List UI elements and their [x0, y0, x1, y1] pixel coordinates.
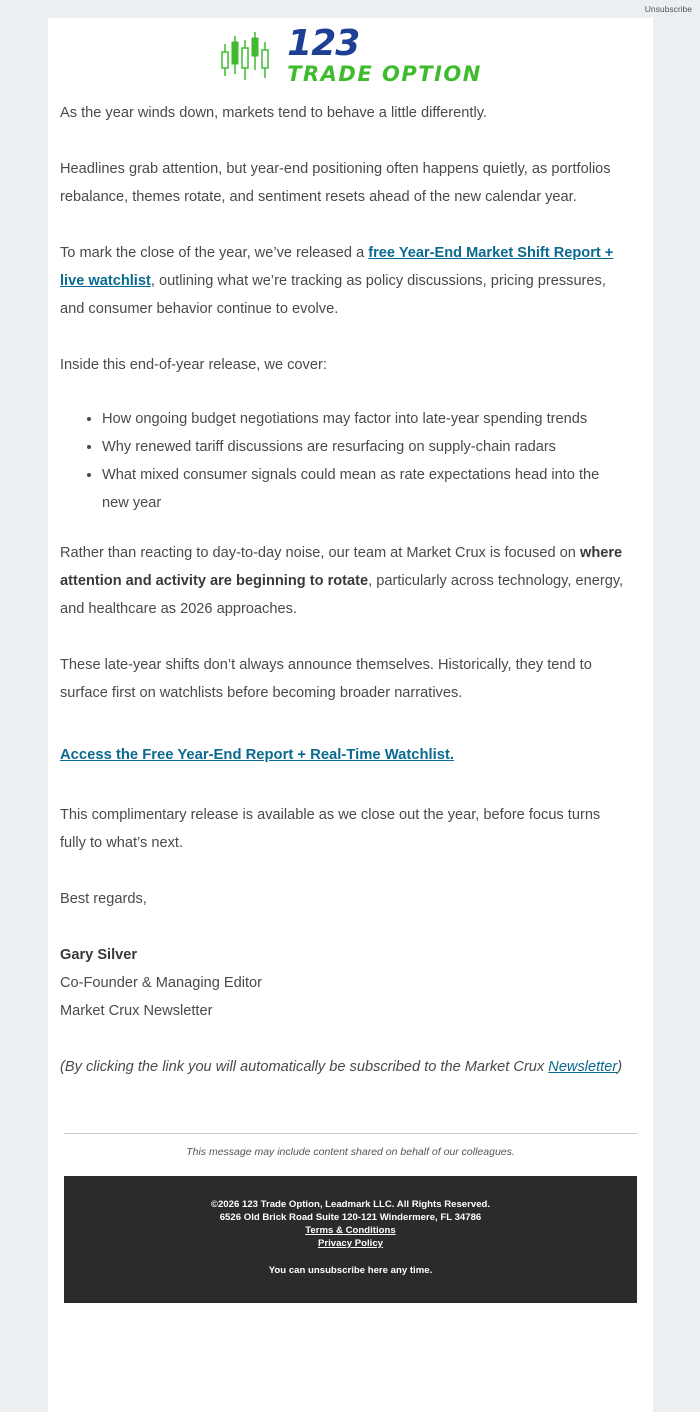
para-report-after: , outlining what we’re tracking as policy discussions, pricing pressures, and consumer behavior continue to evolve.	[60, 273, 606, 317]
candlestick-chart-icon	[219, 30, 277, 82]
email-body-text	[48, 99, 653, 1081]
footer-divider	[64, 1133, 637, 1134]
disclaimer-before: (By clicking the link you will automatically be subscribed to the Market Crux	[60, 1059, 549, 1075]
logo-secondary-text: TRADE OPTION	[287, 62, 482, 86]
list-item: • How ongoing budget negotiations may factor into late-year spending trends	[102, 405, 627, 433]
list-item: • Why renewed tariff discussions are resurfacing on supply-chain radars	[102, 433, 627, 461]
para-report-before: To mark the close of the year, we’ve released a	[60, 245, 369, 261]
brand-logo	[48, 18, 653, 99]
signature-name: Gary Silver	[60, 947, 138, 963]
footer-terms-row	[74, 1224, 627, 1237]
terms-link[interactable]: Terms & Conditions	[305, 1225, 396, 1236]
paragraph-late-year-shifts: These late-year shifts don’t always announce themselves. Historically, they tend to surface first on watchlists before becoming broader narratives.	[60, 657, 592, 701]
top-unsubscribe-bar	[0, 0, 700, 18]
logo-wordmark	[287, 23, 482, 86]
paragraph-complimentary: This complimentary release is available as we close out the year, before focus turns fully to what’s next.	[60, 807, 601, 851]
disclaimer-after: )	[617, 1059, 623, 1075]
signature-org: Market Crux Newsletter	[60, 1003, 213, 1019]
footer-unsubscribe-text[interactable]: You can unsubscribe here any time.	[268, 1265, 433, 1276]
paragraph-report-offer	[60, 239, 627, 323]
report-link[interactable]: free Year-End Market Shift Report + live watchlist	[60, 245, 614, 289]
paragraph-signoff: Best regards,	[60, 891, 147, 907]
email-content-card	[48, 18, 653, 1412]
subscription-disclaimer	[60, 1053, 627, 1081]
cta-link[interactable]: Access the Free Year-End Report + Real-Time Watchlist.	[60, 747, 455, 763]
paragraph-headlines: Headlines grab attention, but year-end positioning often happens quietly, as portfolios rebalance, themes rotate, and sentiment resets ahead of the new calendar year.	[60, 161, 611, 205]
signature-title: Co-Founder & Managing Editor	[60, 975, 262, 991]
newsletter-link[interactable]: Newsletter	[548, 1059, 618, 1075]
para-rotation-bold: where attention and activity are beginning to rotate	[60, 545, 623, 589]
footer-address: 6526 Old Brick Road Suite 120-121 Windermere, FL 34786	[219, 1212, 482, 1223]
para-rotation-after: , particularly across technology, energy, and healthcare as 2026 approaches.	[60, 573, 624, 617]
footer-privacy-row	[74, 1237, 627, 1250]
list-item: • What mixed consumer signals could mean as rate expectations head into the new year	[102, 461, 627, 517]
footer-box	[64, 1176, 637, 1303]
coverage-list	[60, 405, 627, 517]
privacy-link[interactable]: Privacy Policy	[317, 1238, 384, 1249]
paragraph-rotation	[60, 539, 627, 623]
unsubscribe-link-top[interactable]: Unsubscribe	[644, 4, 692, 14]
paragraph-coverage-lead: Inside this end-of-year release, we cover:	[60, 357, 327, 373]
paragraph-intro: As the year winds down, markets tend to behave a little differently.	[60, 105, 487, 121]
footer-copyright: ©2026 123 Trade Option, Leadmark LLC. All Rights Reserved.	[210, 1199, 491, 1210]
footer-note: This message may include content shared on behalf of our colleagues.	[186, 1146, 515, 1158]
para-rotation-before: Rather than reacting to day-to-day noise, our team at Market Crux is focused on	[60, 545, 580, 561]
cta-paragraph	[60, 741, 627, 769]
logo-primary-text: 123	[287, 23, 360, 64]
